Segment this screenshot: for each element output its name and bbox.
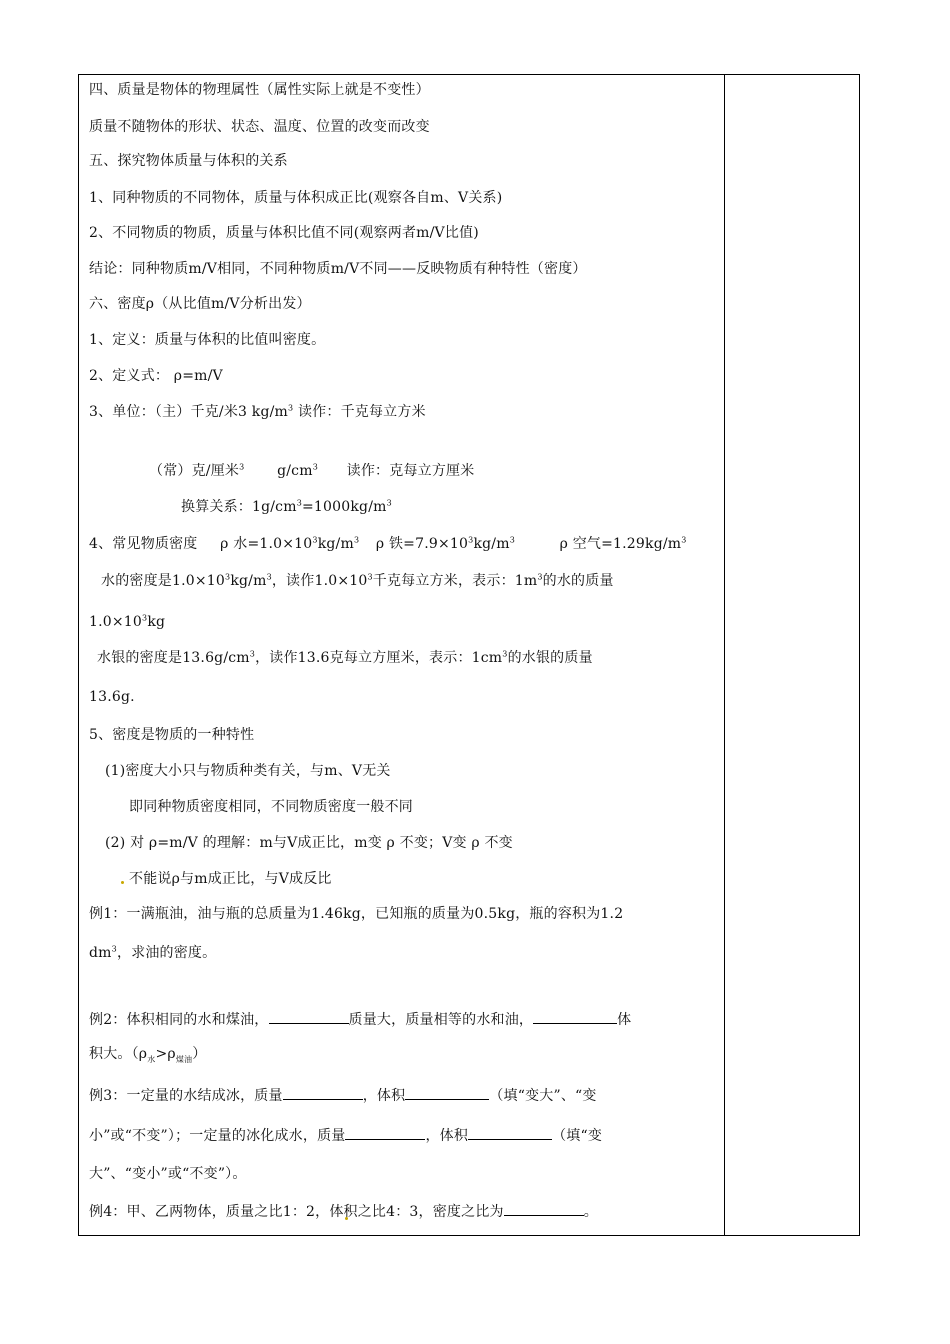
density-air: ρ 空气=1.29kg/m xyxy=(559,536,682,552)
line-mercury-mass: 13.6g. xyxy=(89,689,135,705)
sup: 3 xyxy=(296,498,302,508)
line-mercury-density xyxy=(97,649,593,667)
ex2-b: 质量大，质量相等的水和油， xyxy=(348,1012,534,1028)
line-conversion xyxy=(181,498,392,516)
line-definition: 1、定义：质量与体积的比值叫密度。 xyxy=(89,332,326,348)
answer-blank[interactable] xyxy=(283,1085,363,1100)
mark-dot xyxy=(121,881,124,884)
sup: 3 xyxy=(225,572,231,582)
answer-blank[interactable] xyxy=(345,1125,425,1140)
sub: 煤油 xyxy=(175,1054,193,1064)
line-example-one: 例1：一满瓶油，油与瓶的总质量为1.46kg，已知瓶的质量为0.5kg，瓶的容积为1.2 xyxy=(89,906,624,922)
line-unit-common xyxy=(149,462,474,480)
line-unit-main xyxy=(89,403,426,421)
line-point-two: (2) 对 ρ=m/V 的理解：m与V成正比，m变 ρ 不变；V变 ρ 不变 xyxy=(105,835,513,851)
water-b: kg/m xyxy=(230,573,267,589)
ex3-d: 小”或“不变”）；一定量的冰化成水，质量 xyxy=(89,1128,346,1144)
sup: 3 xyxy=(386,498,392,508)
ex2-a: 例2：体积相同的水和煤油， xyxy=(89,1012,269,1028)
sup: 3 xyxy=(537,572,543,582)
sup: 3 xyxy=(312,535,318,545)
water-mass-b: kg xyxy=(147,614,166,630)
sup: 3 xyxy=(142,613,148,623)
sup: 3 xyxy=(681,535,687,545)
answer-blank[interactable] xyxy=(468,1125,552,1140)
line-point-two-note: 不能说ρ与m成正比，与V成反比 xyxy=(129,871,332,887)
mercury-a: 水银的密度是13.6g/cm xyxy=(97,650,250,666)
unit: kg/m xyxy=(317,536,354,552)
common-densities-label: 4、常见物质密度 xyxy=(89,536,198,552)
sup: 3 xyxy=(509,535,515,545)
line-formula: 2、定义式： ρ=m/V xyxy=(89,368,223,384)
line-point-one: (1)密度大小只与物质种类有关，与m、V无关 xyxy=(105,763,391,779)
sub: 水 xyxy=(147,1054,156,1064)
ex2-hint-b: >ρ xyxy=(155,1046,176,1062)
mercury-c: 的水银的质量 xyxy=(507,650,593,666)
content-table xyxy=(78,74,860,1236)
line-example-three xyxy=(89,1085,597,1105)
conversion-a: 换算关系：1g/cm xyxy=(181,499,297,515)
answer-blank[interactable] xyxy=(504,1201,584,1216)
unit: kg/m xyxy=(473,536,510,552)
line-mass-invariance: 质量不随物体的形状、状态、温度、位置的改变而改变 xyxy=(89,119,430,135)
sup: 3 xyxy=(288,403,294,413)
water-mass-a: 1.0×10 xyxy=(89,614,143,630)
ex3-e: ，体积 xyxy=(425,1128,469,1144)
water-d: 千克每立方米，表示：1m xyxy=(372,573,538,589)
ex3-c: （填“变大”、“变 xyxy=(489,1088,597,1104)
line-same-substance: 1、同种物质的不同物体，质量与体积成正比(观察各自m、V关系) xyxy=(89,190,503,206)
column-divider xyxy=(724,75,725,1235)
ex4-b: 。 xyxy=(583,1204,598,1220)
sup: 3 xyxy=(367,572,373,582)
sup: 3 xyxy=(239,462,245,472)
line-water-density xyxy=(101,572,614,590)
water-c: ，读作1.0×10 xyxy=(271,573,368,589)
ex2-c: 体 xyxy=(617,1012,632,1028)
sup: 3 xyxy=(468,535,474,545)
ex2-hint-a: 积大。（ρ xyxy=(89,1046,148,1062)
density-iron: ρ 铁=7.9×10 xyxy=(375,536,469,552)
answer-blank[interactable] xyxy=(269,1009,349,1024)
sup: 3 xyxy=(249,649,256,659)
line-conclusion: 结论：同种物质m/V相同，不同种物质m/V不同——反映物质有种特性（密度） xyxy=(89,261,587,277)
answer-blank[interactable] xyxy=(533,1009,617,1024)
line-different-substance: 2、不同物质的物质，质量与体积比值不同(观察两者m/V比值) xyxy=(89,225,479,241)
line-section-six: 六、密度ρ（从比值m/V分析出发） xyxy=(89,296,311,312)
line-mass-property: 四、质量是物体的物理属性（属性实际上就是不变性） xyxy=(89,82,430,98)
sup: 3 xyxy=(266,572,272,582)
ex3-f: （填“变 xyxy=(552,1128,603,1144)
line-example-four xyxy=(89,1201,598,1221)
conversion-b: =1000kg/m xyxy=(302,499,387,515)
mercury-b: ，读作13.6克每立方厘米，表示：1cm xyxy=(255,650,503,666)
ex3-a: 例3：一定量的水结成冰，质量 xyxy=(89,1088,283,1104)
ex3-b: ，体积 xyxy=(362,1088,406,1104)
sup: 3 xyxy=(353,535,360,545)
unit-common-read: 读作：克每立方厘米 xyxy=(346,463,475,479)
sup: 3 xyxy=(502,649,508,659)
line-example-one-cont xyxy=(89,944,216,962)
answer-blank[interactable] xyxy=(405,1085,489,1100)
unit-common-symbol: g/cm xyxy=(277,463,313,479)
line-common-densities xyxy=(89,535,687,553)
line-example-three-end: 大”、“变小”或“不变”）。 xyxy=(89,1166,247,1182)
unit-main-read: 读作：千克每立方米 xyxy=(293,404,426,420)
line-example-two xyxy=(89,1009,631,1029)
sup: 3 xyxy=(312,462,318,472)
ex2-hint-c: ） xyxy=(192,1046,207,1062)
water-a: 水的密度是1.0×10 xyxy=(101,573,226,589)
density-water: ρ 水=1.0×10 xyxy=(220,536,313,552)
unit-common-text: （常）克/厘米 xyxy=(149,463,240,479)
ex1-question: ，求油的密度。 xyxy=(116,945,217,961)
line-property: 5、密度是物质的一种特性 xyxy=(89,727,255,743)
line-water-mass xyxy=(89,613,165,631)
line-example-three-cont xyxy=(89,1125,602,1145)
line-section-five: 五、探究物体质量与体积的关系 xyxy=(89,153,288,169)
ex1-unit: dm xyxy=(89,945,112,961)
ex4-a: 例4：甲、乙两物体，质量之比1：2，体积之比4：3，密度之比为 xyxy=(89,1204,504,1220)
water-e: 的水的质量 xyxy=(542,573,614,589)
line-example-two-cont xyxy=(89,1045,206,1063)
unit-main-text: 3、单位：（主）千克/米3 kg/m xyxy=(89,404,289,420)
line-point-one-detail: 即同种物质密度相同，不同物质密度一般不同 xyxy=(129,799,413,815)
sup: 3 xyxy=(111,944,117,954)
